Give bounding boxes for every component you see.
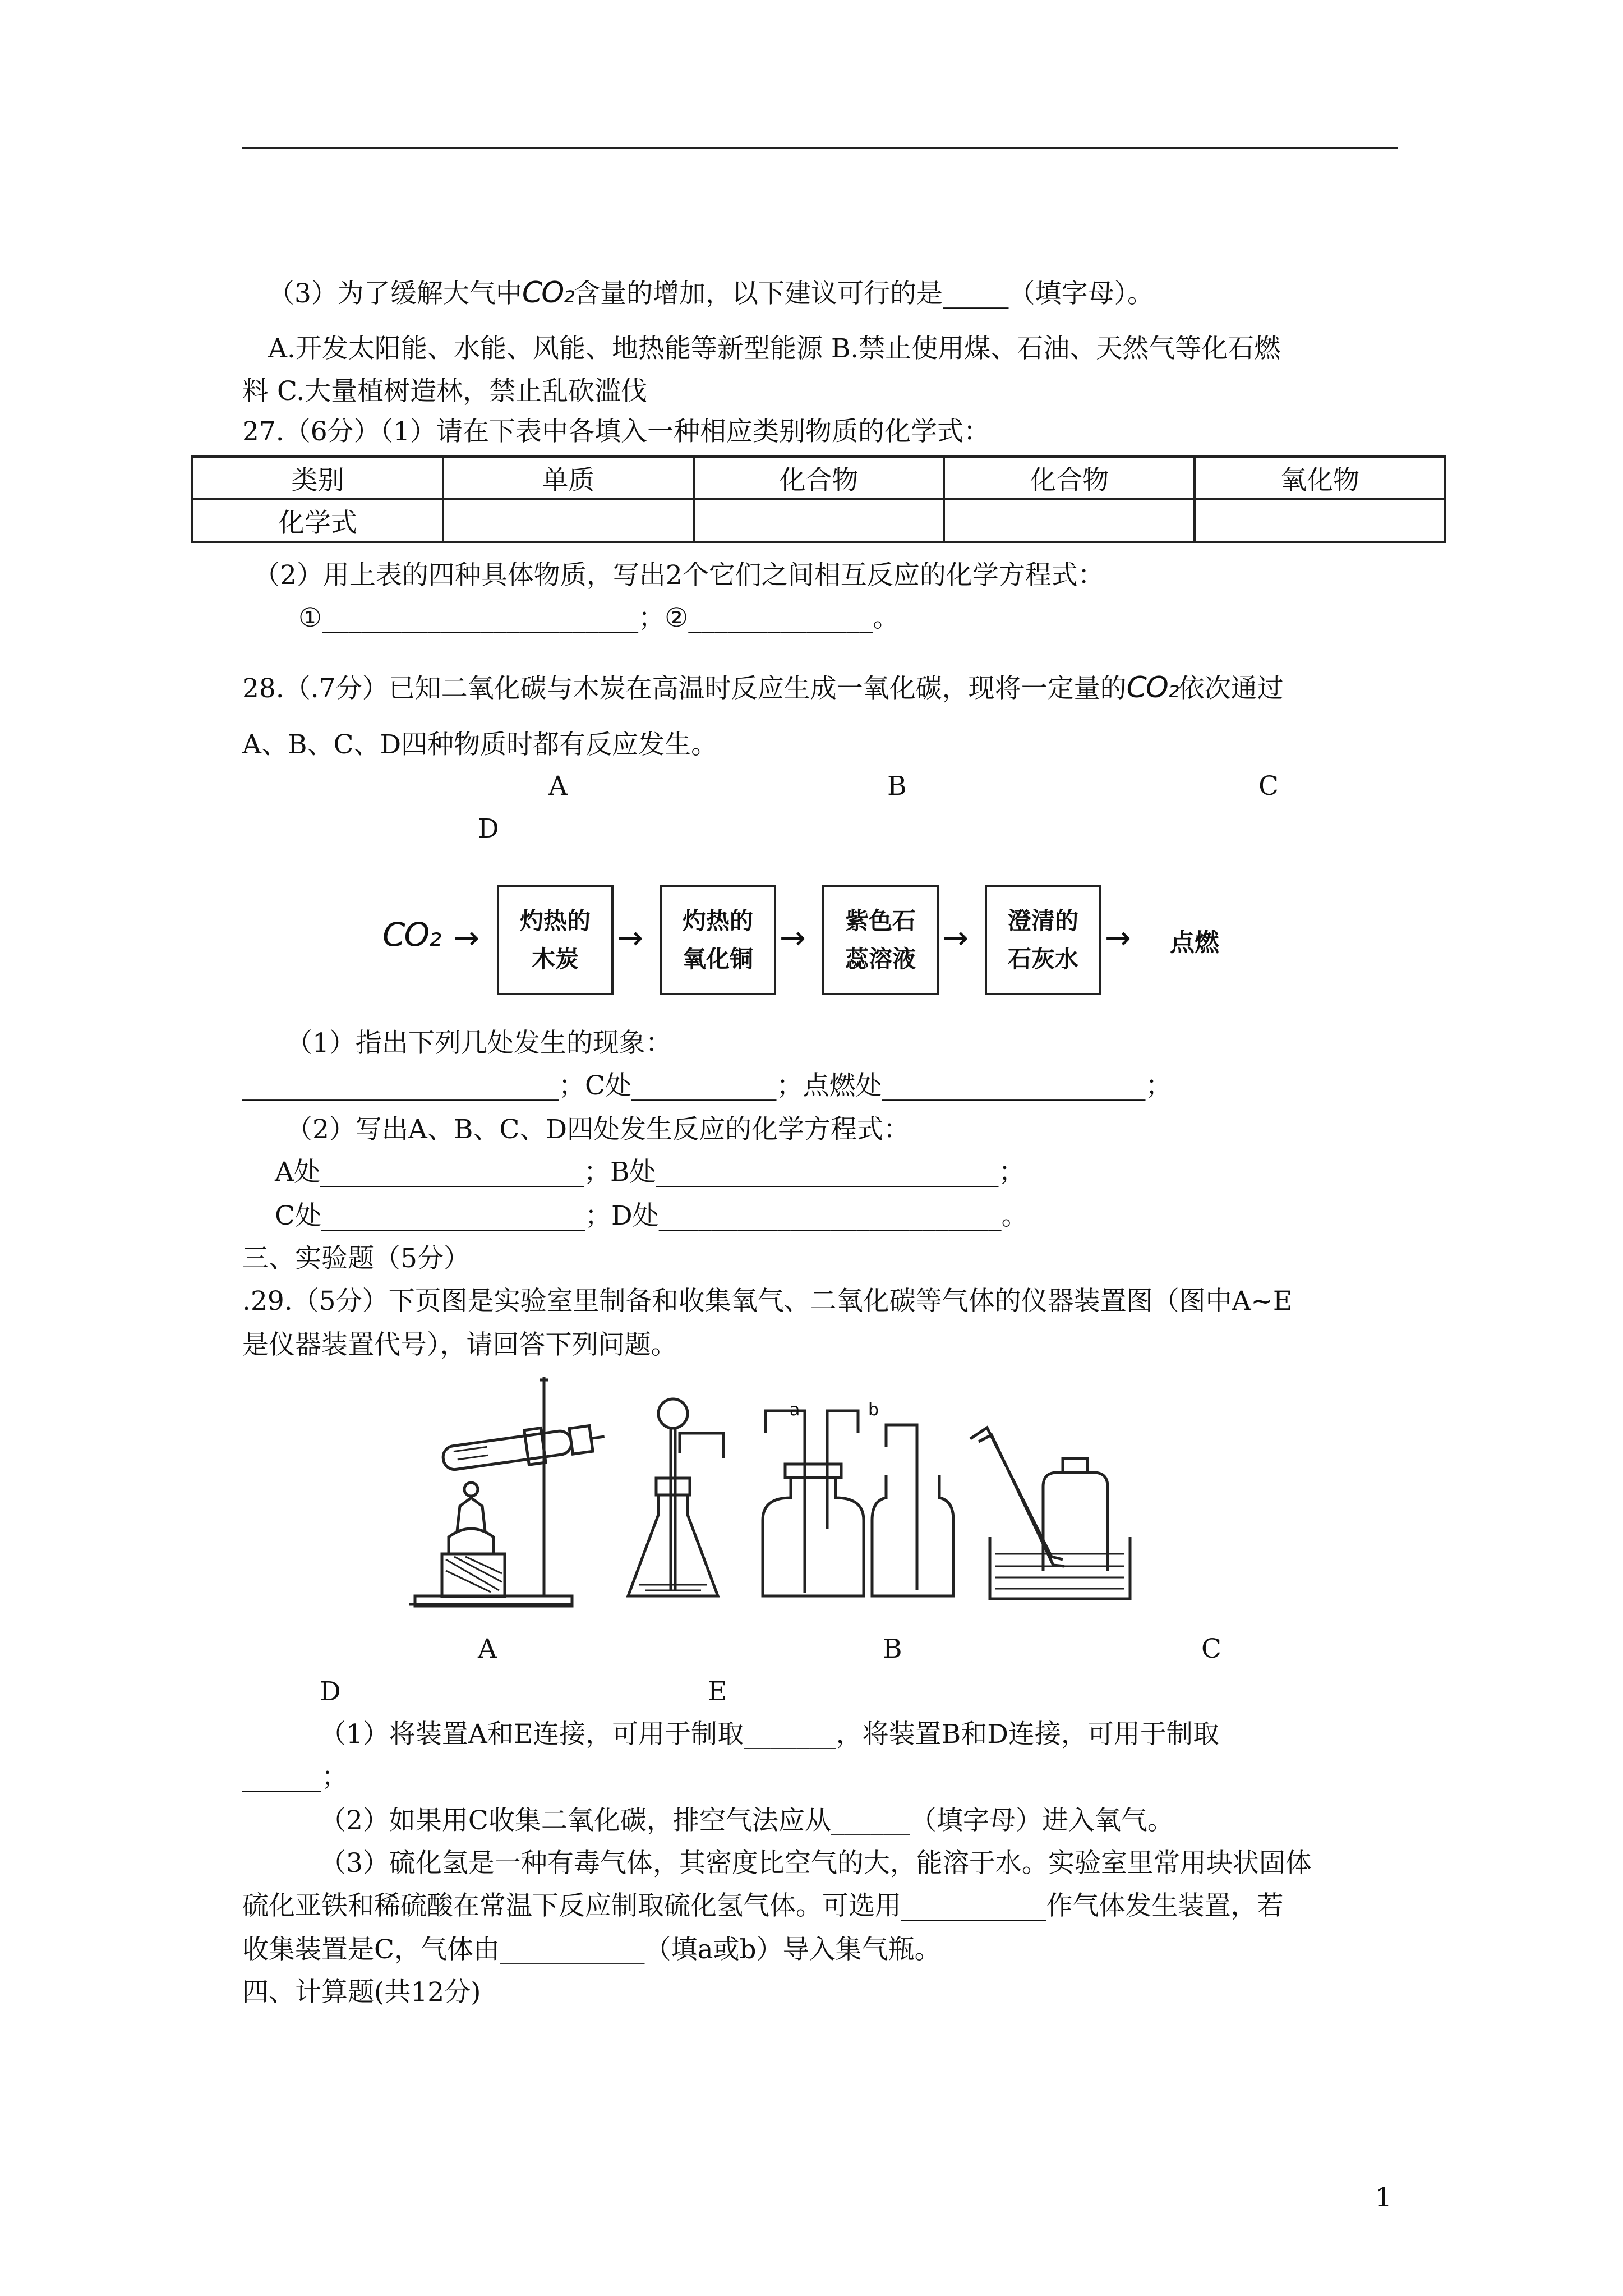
flow-box-copper-oxide — [660, 885, 776, 995]
co2-formula: CO₂ — [522, 276, 574, 310]
q28-part2-line1: A处____________________；B处__________________________； — [275, 1157, 1025, 1188]
classification-table — [191, 455, 1446, 543]
section-3-title: 三、实验题（5分） — [242, 1243, 470, 1274]
box-text: 蕊溶液 — [845, 945, 916, 973]
box-text: 氧化铜 — [682, 945, 753, 973]
flow-label-a: A — [548, 771, 568, 802]
apparatus-d-gas-jar — [872, 1425, 953, 1596]
tube-label-a: a — [790, 1400, 800, 1420]
q28-line1-suffix: 依次通过 — [1178, 673, 1284, 704]
table-cell: 化合物 — [694, 457, 944, 499]
q26-options-line2: 料 C.大量植树造林，禁止乱砍滥伐 — [242, 376, 648, 407]
table-cell — [1195, 499, 1445, 542]
tube-label-b: b — [868, 1400, 879, 1420]
q27-blanks: ①________________________；②______________。 — [298, 602, 900, 633]
table-cell — [694, 499, 944, 542]
q28-line1 — [242, 671, 1284, 706]
section-4-title: 四、计算题(共12分) — [242, 1977, 481, 2008]
apparatus-label-c: C — [1201, 1634, 1221, 1664]
q26-options-line1: A.开发太阳能、水能、风能、地热能等新型能源 B.禁止使用煤、石油、天然气等化石燃 — [268, 333, 1281, 364]
flow-box-charcoal — [497, 885, 614, 995]
flow-arrow: → — [942, 920, 969, 956]
apparatus-label-e: E — [708, 1676, 727, 1707]
box-text: 澄清的 — [1007, 907, 1078, 935]
q29-line1: .29.（5分）下页图是实验室里制备和收集氧气、二氧化碳等气体的仪器装置图（图中A~E — [242, 1286, 1293, 1317]
flow-box-litmus — [822, 885, 939, 995]
table-cell: 化学式 — [192, 499, 443, 542]
flow-end-ignite: 点燃 — [1170, 928, 1219, 957]
flow-arrow: → — [780, 920, 806, 956]
table-cell: 单质 — [443, 457, 694, 499]
box-text: 木炭 — [531, 945, 579, 973]
q28-part2-line2: C处____________________；D处__________________________。 — [275, 1200, 1028, 1231]
table-cell — [944, 499, 1195, 542]
q29-line2: 是仪器装置代号），请回答下列问题。 — [242, 1329, 677, 1360]
apparatus-label-b: B — [883, 1634, 902, 1664]
q28-line1-prefix: 28.（.7分）已知二氧化碳与木炭在高温时反应生成一氧化碳，现将一定量的 — [242, 673, 1127, 704]
apparatus-e-trough — [970, 1428, 1130, 1599]
q29-part1-line2: ______； — [242, 1761, 348, 1792]
box-text: 石灰水 — [1007, 945, 1078, 973]
q29-part3-line2: 硫化亚铁和稀硫酸在常温下反应制取硫化氢气体。可选用___________作气体发生装置，若 — [242, 1890, 1284, 1921]
table-row — [192, 499, 1445, 542]
q28-part2: （2）写出A、B、C、D四处发生反应的化学方程式： — [286, 1114, 910, 1145]
flow-label-d: D — [478, 813, 499, 844]
table-row — [192, 457, 1445, 499]
q29-part3-line3: 收集装置是C，气体由___________（填a或b）导入集气瓶。 — [242, 1934, 941, 1965]
q26-suffix: 含量的增加，以下建议可行的是_____（填字母）。 — [574, 278, 1154, 309]
table-cell — [443, 499, 694, 542]
q27-part2: （2）用上表的四种具体物质，写出2个它们之间相互反应的化学方程式： — [253, 560, 1104, 591]
apparatus-label-d: D — [320, 1676, 341, 1707]
table-cell: 氧化物 — [1195, 457, 1445, 499]
page-number: 1 — [1375, 2182, 1392, 2213]
box-text: 紫色石 — [845, 907, 916, 935]
apparatus-b-flask — [628, 1399, 723, 1596]
box-text: 灼热的 — [519, 907, 591, 935]
flow-arrow: → — [1105, 920, 1131, 956]
apparatus-c-bottle — [763, 1411, 864, 1596]
box-text: 灼热的 — [682, 907, 753, 935]
apparatus-a-heating — [409, 1377, 607, 1606]
flow-label-c: C — [1258, 771, 1279, 802]
q26-prefix: （3）为了缓解大气中 — [268, 278, 522, 309]
flow-start-co2: CO₂ — [382, 915, 441, 954]
flow-arrow: → — [453, 920, 479, 956]
apparatus-label-a: A — [478, 1634, 497, 1664]
flow-arrow: → — [617, 920, 643, 956]
co2-formula: CO₂ — [1126, 671, 1178, 705]
apparatus-illustration — [393, 1369, 1267, 1621]
q28-part1-blanks: ________________________；C处___________；点燃处____________________； — [242, 1070, 1172, 1101]
table-cell: 类别 — [192, 457, 443, 499]
flow-box-limewater — [985, 885, 1101, 995]
q28-line2: A、B、C、D四种物质时都有反应发生。 — [242, 729, 718, 760]
q28-part1: （1）指出下列几处发生的现象： — [286, 1028, 672, 1059]
q26-part3-line — [268, 276, 1154, 311]
flow-label-b: B — [887, 771, 907, 802]
q29-part1-line1: （1）将装置A和E连接，可用于制取_______，将装置B和D连接，可用于制取 — [320, 1719, 1219, 1750]
table-cell: 化合物 — [944, 457, 1195, 499]
q27-header: 27.（6分）（1）请在下表中各填入一种相应类别物质的化学式： — [242, 416, 990, 447]
header-rule — [242, 147, 1398, 149]
q29-part3-line1: （3）硫化氢是一种有毒气体，其密度比空气的大，能溶于水。实验室里常用块状固体 — [320, 1848, 1312, 1879]
q29-part2: （2）如果用C收集二氧化碳，排空气法应从______（填字母）进入氧气。 — [320, 1805, 1174, 1836]
